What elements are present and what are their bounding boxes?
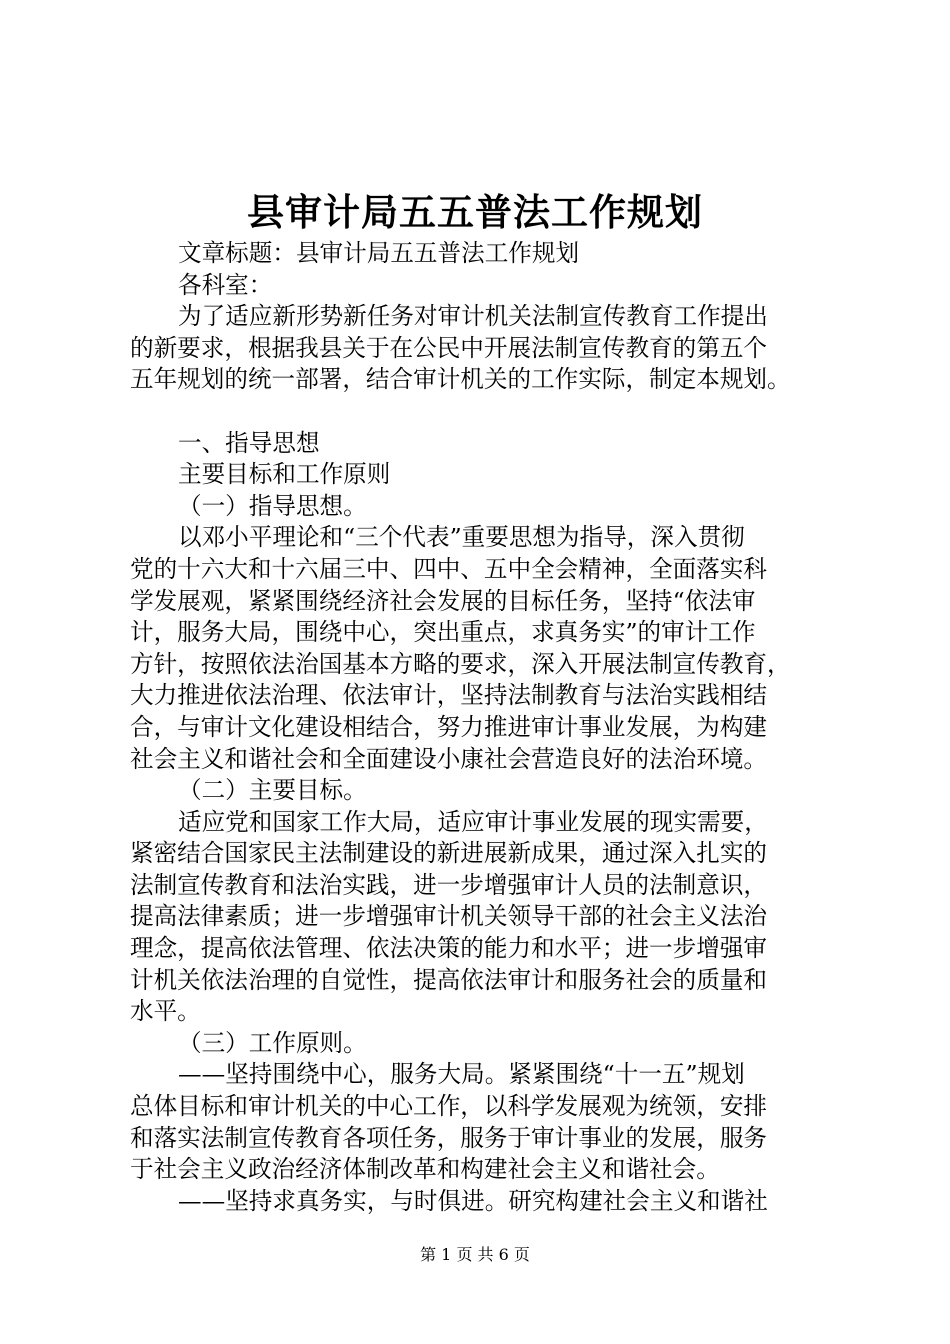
paragraph-line: 计，服务大局，围绕中心，突出重点，求真务实”的审计工作 bbox=[130, 618, 756, 647]
paragraph-line: 法制宣传教育和法治实践，进一步增强审计人员的法制意识， bbox=[130, 870, 768, 899]
blank-line bbox=[130, 396, 830, 428]
subsection-heading: （三）工作原则。 bbox=[178, 1028, 367, 1057]
paragraph-line: 五年规划的统一部署，结合审计机关的工作实际，制定本规划。 bbox=[130, 365, 791, 394]
subsection-heading: （二）主要目标。 bbox=[178, 776, 367, 805]
section-heading: 主要目标和工作原则 bbox=[178, 460, 391, 489]
section-heading: 一、指导思想 bbox=[178, 428, 320, 457]
paragraph-line: 学发展观，紧紧围绕经济社会发展的目标任务，坚持“依法审 bbox=[130, 586, 756, 615]
paragraph-line: 理念，提高依法管理、依法决策的能力和水平；进一步增强审 bbox=[130, 934, 768, 963]
subsection-heading: （一）指导思想。 bbox=[178, 491, 367, 520]
paragraph-line: 紧密结合国家民主法制建设的新进展新成果，通过深入扎实的 bbox=[130, 839, 768, 868]
paragraph-line: 适应党和国家工作大局，适应审计事业发展的现实需要， bbox=[178, 807, 768, 836]
paragraph-line: 的新要求，根据我县关于在公民中开展法制宣传教育的第五个 bbox=[130, 333, 768, 362]
paragraph-line: 合，与审计文化建设相结合，努力推进审计事业发展，为构建 bbox=[130, 712, 768, 741]
paragraph-line: 大力推进依法治理、依法审计，坚持法制教育与法治实践相结 bbox=[130, 681, 768, 710]
paragraph-line: 方针，按照依法治国基本方略的要求，深入开展法制宣传教育， bbox=[130, 649, 791, 678]
paragraph-line: 和落实法制宣传教育各项任务，服务于审计事业的发展，服务 bbox=[130, 1123, 768, 1152]
paragraph-line: 总体目标和审计机关的中心工作，以科学发展观为统领，安排 bbox=[130, 1092, 768, 1121]
paragraph-line: 以邓小平理论和“三个代表”重要思想为指导，深入贯彻 bbox=[178, 523, 745, 552]
paragraph-line: ——坚持围绕中心，服务大局。紧紧围绕“十一五”规划 bbox=[178, 1060, 745, 1089]
document-body bbox=[130, 238, 830, 1217]
paragraph-line: 于社会主义政治经济体制改革和构建社会主义和谐社会。 bbox=[130, 1155, 720, 1184]
article-title-line: 文章标题：县审计局五五普法工作规划 bbox=[178, 239, 580, 267]
paragraph-line: ——坚持求真务实，与时俱进。研究构建社会主义和谐社 bbox=[178, 1186, 768, 1215]
page-number-footer: 第 1 页 共 6 页 bbox=[420, 1245, 530, 1264]
paragraph-line: 提高法律素质；进一步增强审计机关领导干部的社会主义法治 bbox=[130, 902, 768, 931]
paragraph-line: 社会主义和谐社会和全面建设小康社会营造良好的法治环境。 bbox=[130, 744, 768, 773]
document-title: 县审计局五五普法工作规划 bbox=[247, 190, 703, 234]
salutation: 各科室： bbox=[178, 270, 273, 299]
paragraph-line: 为了适应新形势新任务对审计机关法制宣传教育工作提出 bbox=[178, 302, 768, 331]
paragraph-line: 计机关依法治理的自觉性，提高依法审计和服务社会的质量和 bbox=[130, 965, 768, 994]
paragraph-line: 水平。 bbox=[130, 997, 201, 1026]
paragraph-line: 党的十六大和十六届三中、四中、五中全会精神，全面落实科 bbox=[130, 554, 768, 583]
